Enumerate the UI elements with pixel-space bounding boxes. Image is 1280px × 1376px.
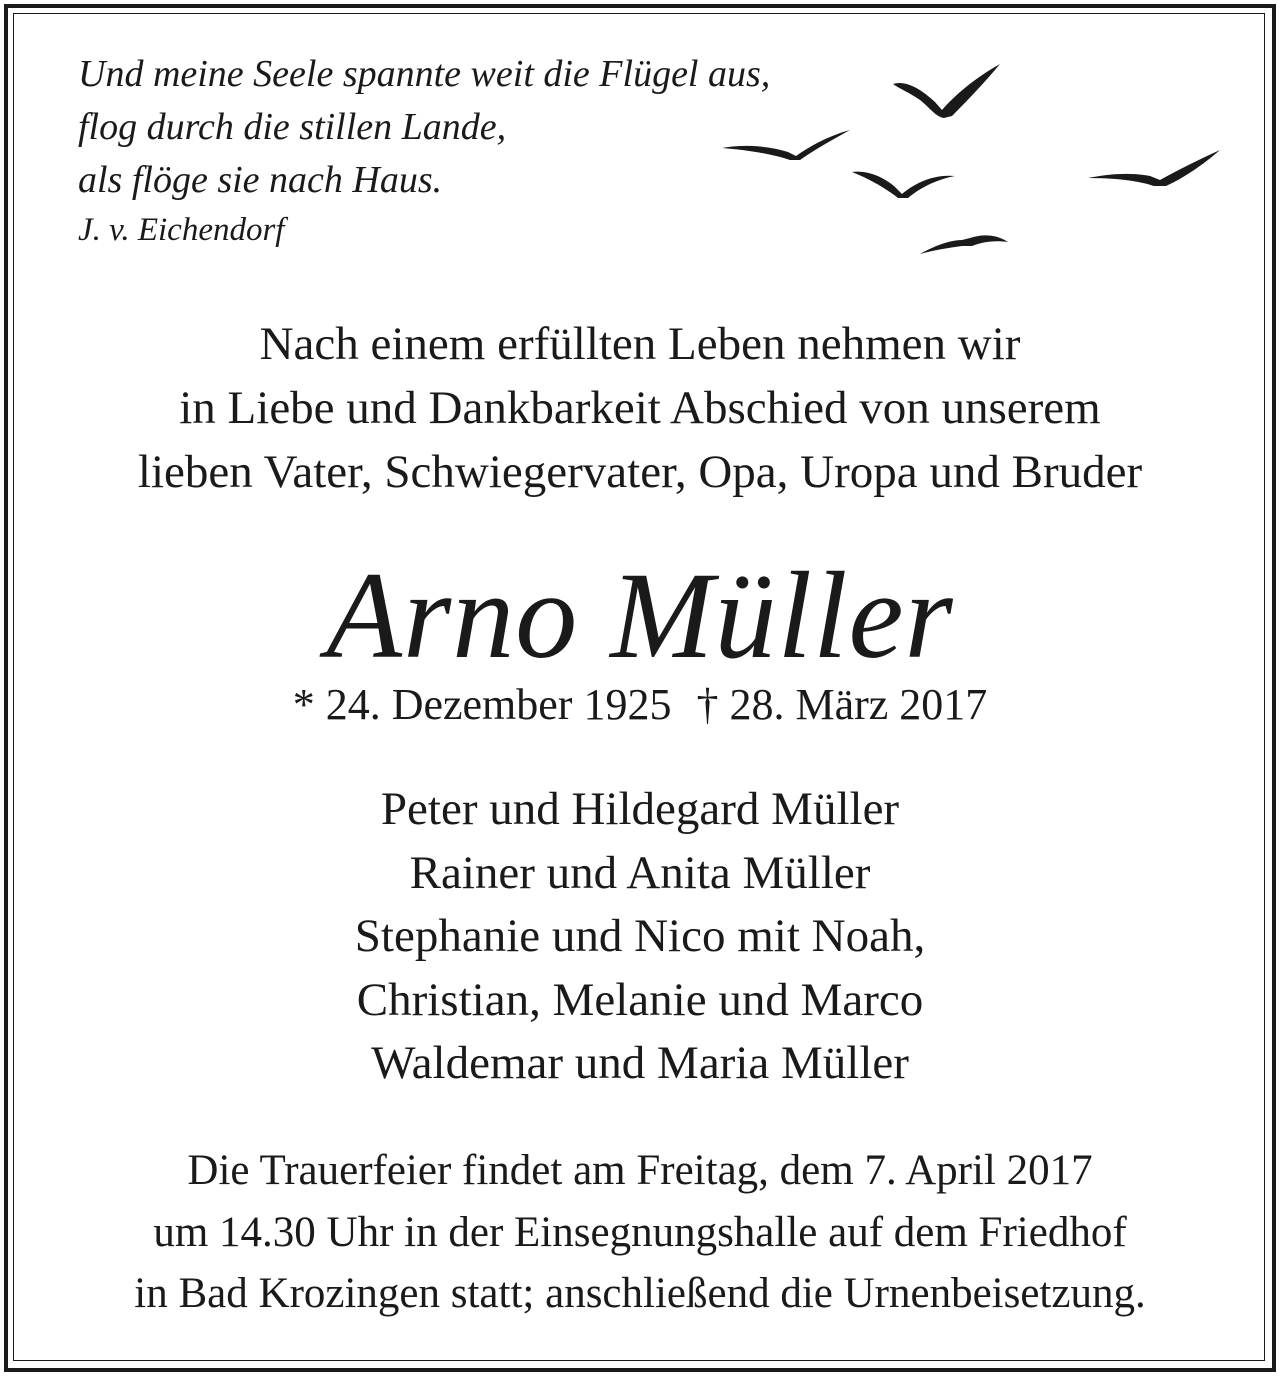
motto-author: J. v. Eichendorf bbox=[78, 212, 285, 248]
flying-birds-icon bbox=[0, 0, 1280, 300]
ceremony-line: um 14.30 Uhr in der Einsegnungshalle auf dem Friedhof bbox=[153, 1208, 1127, 1256]
bird-icon bbox=[1088, 150, 1220, 186]
birth-date: * 24. Dezember 1925 bbox=[292, 680, 672, 729]
bird-icon bbox=[722, 130, 850, 160]
intro-line: Nach einem erfüllten Leben nehmen wir bbox=[259, 318, 1021, 370]
intro-line: in Liebe und Dankbarkeit Abschied von unserem bbox=[179, 382, 1101, 434]
family-signatures bbox=[0, 778, 1280, 1096]
family-line: Christian, Melanie und Marco bbox=[356, 973, 924, 1026]
ceremony-info bbox=[0, 1140, 1280, 1325]
motto-line: Und meine Seele spannte weit die Flügel aus, bbox=[78, 53, 771, 95]
intro-text bbox=[0, 312, 1280, 504]
family-line: Peter und Hildegard Müller bbox=[380, 783, 900, 835]
bird-icon bbox=[920, 235, 1008, 254]
intro-line: lieben Vater, Schwiegervater, Opa, Uropa und Bruder bbox=[137, 446, 1143, 498]
bird-icon bbox=[893, 64, 1000, 118]
motto-line: flog durch die stillen Lande, bbox=[78, 106, 507, 148]
death-date: † 28. März 2017 bbox=[696, 680, 988, 729]
family-line: Rainer und Anita Müller bbox=[409, 846, 871, 899]
family-line: Stephanie und Nico mit Noah, bbox=[354, 910, 926, 962]
bird-icon bbox=[852, 172, 955, 198]
motto-line: als flöge sie nach Haus. bbox=[78, 159, 443, 201]
ceremony-line: in Bad Krozingen statt; anschließend die Urnenbeisetzung. bbox=[134, 1270, 1146, 1317]
ceremony-line: Die Trauerfeier findet am Freitag, dem 7. April 2017 bbox=[187, 1147, 1093, 1194]
family-line: Waldemar und Maria Müller bbox=[371, 1037, 909, 1089]
deceased-name: Arno Müller bbox=[326, 547, 954, 684]
life-dates bbox=[0, 677, 1280, 733]
